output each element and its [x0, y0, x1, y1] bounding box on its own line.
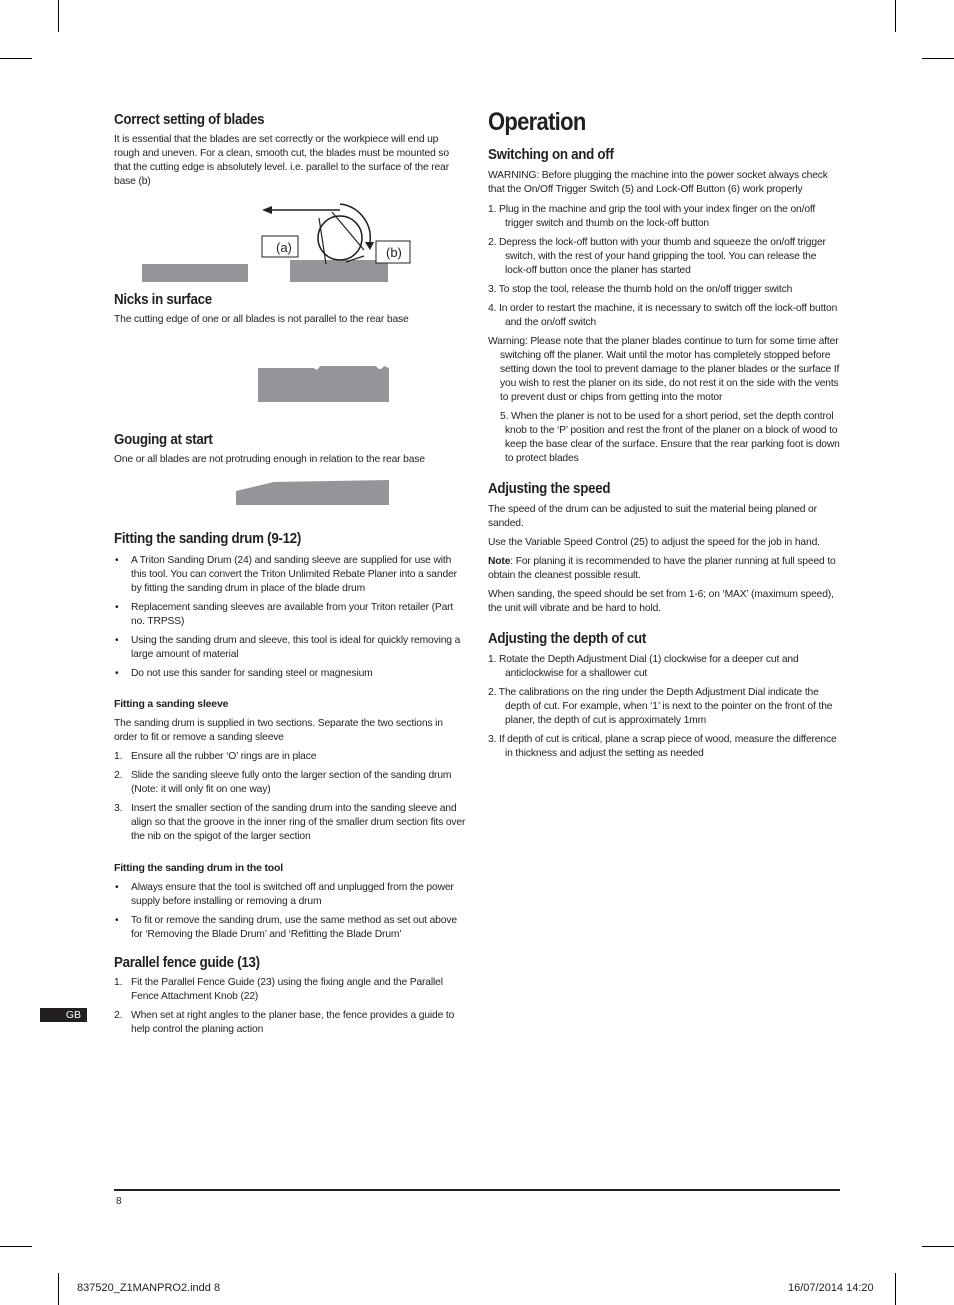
- list-item: • Using the sanding drum and sleeve, this tool is ideal for quickly removing a large amount of material: [114, 634, 466, 662]
- heading-correct-setting: Correct setting of blades: [114, 112, 265, 128]
- nicks-diagram: [114, 362, 466, 407]
- section-drum-in-tool: [114, 862, 466, 947]
- language-tab-label: GB: [65, 1009, 81, 1021]
- crop-mark: [922, 58, 954, 59]
- section-speed: [488, 481, 840, 616]
- heading-gouging: Gouging at start: [114, 432, 213, 448]
- speed-p1: The speed of the drum can be adjusted to suit the material being planed or sanded.: [488, 504, 817, 529]
- gouging-diagram: [114, 477, 466, 507]
- page-number: 8: [116, 1196, 122, 1207]
- sleeve-steps: [114, 750, 466, 844]
- section-sleeve: [114, 698, 466, 849]
- step-number: 1.: [114, 751, 123, 762]
- section-fence: [114, 955, 466, 1042]
- page-title: Operation: [488, 108, 586, 136]
- crop-mark: [58, 1273, 59, 1305]
- list-item: [114, 769, 466, 797]
- list-item: 2. Depress the lock-off button with your thumb and squeeze the on/off trigger switch, with the rest of your hand gripping the tool. You can release the lock-off button once the planer has started: [488, 237, 826, 276]
- list-item: • Do not use this sander for sanding steel or magnesium: [114, 667, 466, 681]
- nicks-text: The cutting edge of one or all blades is not parallel to the rear base: [114, 314, 409, 325]
- list-item: 1. Plug in the machine and grip the tool with your index finger on the on/off trigger switch and thumb on the lock-off button: [488, 204, 816, 229]
- heading-switching: Switching on and off: [488, 147, 614, 163]
- note-label: Note: [488, 556, 511, 567]
- slug-filename: 837520_Z1MANPRO2.indd 8: [77, 1282, 221, 1294]
- heading-sleeve: Fitting a sanding sleeve: [114, 698, 229, 710]
- list-item: 3. To stop the tool, release the thumb hold on the on/off trigger switch: [488, 284, 793, 295]
- heading-sanding-drum: Fitting the sanding drum (9-12): [114, 531, 302, 547]
- slug-date: 16/07/2014 14:20: [788, 1282, 874, 1294]
- label-b: (b): [386, 245, 402, 260]
- list-item: • Always ensure that the tool is switched off and unplugged from the power supply before installing or removing a drum: [114, 881, 466, 909]
- rear-base-block: [290, 260, 388, 282]
- blade-setting-diagram: [114, 198, 466, 288]
- crop-mark: [0, 1246, 32, 1247]
- list-item: 5. When the planer is not to be used for a short period, set the depth control knob to the ‘P’ position and rest the front of the planer on a block of wood to keep the base clear of the surface. Ensure that the rear parking foot is down to protect blades: [500, 411, 840, 464]
- list-item: • A Triton Sanding Drum (24) and sanding sleeve are supplied for use with this tool. You can convert the Triton Unlimited Rebate Planer into a sander by fitting the sanding drum in place of the blade drum: [114, 554, 466, 596]
- heading-depth: Adjusting the depth of cut: [488, 631, 647, 647]
- list-item: 4. In order to restart the machine, it is necessary to switch off the lock-off button and the on/off switch: [488, 303, 838, 328]
- correct-setting-text: It is essential that the blades are set correctly or the workpiece will end up rough and uneven. For a clean, smooth cut, the blades must be mounted so that the cutting edge is absolutely level. i.e. parallel to the surface of the rear base (b): [114, 134, 449, 187]
- step-text: Slide the sanding sleeve fully onto the larger section of the sanding drum (Note: it will only fit on one way): [131, 770, 452, 795]
- sanding-drum-list: [114, 554, 466, 681]
- section-depth: [488, 631, 840, 766]
- section-nicks: [114, 292, 466, 327]
- list-item: [114, 802, 466, 844]
- arrowhead: [365, 242, 374, 250]
- step-text: Insert the smaller section of the sanding drum into the sanding sleeve and align so that the groove in the inner ring of the smaller drum section fits over the nib on the spigot of the larger section: [131, 803, 466, 842]
- drum-in-tool-list: [114, 881, 466, 942]
- crop-mark: [0, 58, 32, 59]
- note-text: : For planing it is recommended to have the planer running at full speed to obtain the cleanest possible result.: [488, 556, 836, 581]
- speed-p4: When sanding, the speed should be set from 1-6; on ‘MAX’ (maximum speed), the unit will vibrate and be hard to hold.: [488, 589, 834, 614]
- nicked-surface: [258, 366, 389, 402]
- sleeve-intro: The sanding drum is supplied in two sections. Separate the two sections in order to fit or remove a sanding sleeve: [114, 718, 443, 743]
- section-correct-setting: [114, 112, 466, 189]
- step-text: When set at right angles to the planer base, the fence provides a guide to help control the planing action: [131, 1010, 455, 1035]
- step-number: 2.: [114, 770, 123, 781]
- step-number: 3.: [114, 803, 123, 814]
- list-item: • Replacement sanding sleeves are available from your Triton retailer (Part no. TRPSS): [114, 601, 466, 629]
- list-item: 1. Rotate the Depth Adjustment Dial (1) clockwise for a deeper cut and anticlockwise for a shallower cut: [488, 654, 799, 679]
- step-text: Fit the Parallel Fence Guide (23) using the fixing angle and the Parallel Fence Attachment Knob (22): [131, 977, 443, 1002]
- list-item: 3. If depth of cut is critical, plane a scrap piece of wood, measure the difference in thickness and adjust the setting as needed: [488, 734, 837, 759]
- label-a: (a): [276, 240, 292, 255]
- step-text: Ensure all the rubber ‘O’ rings are in place: [131, 751, 317, 762]
- right-column: [488, 108, 840, 759]
- section-gouging: [114, 432, 466, 467]
- heading-drum-in-tool: Fitting the sanding drum in the tool: [114, 862, 283, 874]
- step-number: 1.: [114, 977, 123, 988]
- list-item: • To fit or remove the sanding drum, use the same method as set out above for ‘Removing the Blade Drum’ and ‘Refitting the Blade Drum’: [114, 914, 466, 942]
- heading-nicks: Nicks in surface: [114, 292, 212, 308]
- list-item: [114, 750, 466, 764]
- switching-warning: WARNING: Before plugging the machine into the power socket always check that the On/Off Trigger Switch (5) and Lock-Off Button (6) work properly: [488, 170, 828, 195]
- section-sanding-drum: [114, 531, 466, 686]
- crop-mark: [895, 1273, 896, 1305]
- speed-p2: Use the Variable Speed Control (25) to adjust the speed for the job in hand.: [488, 537, 820, 548]
- front-base-block: [142, 264, 248, 282]
- heading-speed: Adjusting the speed: [488, 481, 611, 497]
- heading-fence: Parallel fence guide (13): [114, 955, 260, 971]
- section-switching: [488, 147, 840, 471]
- language-tab: [40, 1008, 87, 1022]
- crop-mark: [58, 0, 59, 32]
- speed-note: [488, 555, 840, 583]
- gouged-surface: [236, 480, 389, 505]
- arrowhead: [262, 206, 272, 214]
- footer-rule: [114, 1189, 840, 1191]
- list-item: 2. The calibrations on the ring under the Depth Adjustment Dial indicate the depth of cut. For example, when ‘1’ is next to the pointer on the front of the planer, the depth of cut is approximately 1mm: [488, 687, 833, 726]
- list-item: [114, 1009, 466, 1037]
- crop-mark: [895, 0, 896, 32]
- switching-warning-2: Warning: Please note that the planer blades continue to turn for some time after switching off the planer. Wait until the motor has completely stopped before setting down the tool to prevent damage to the planer blades or the surface If you wish to rest the planer on its side, do not rest it on the side with the vents to prevent dust or chips from getting into the motor: [488, 336, 840, 403]
- step-number: 2.: [114, 1010, 123, 1021]
- crop-mark: [922, 1246, 954, 1247]
- list-item: [114, 976, 466, 1004]
- gouging-text: One or all blades are not protruding enough in relation to the rear base: [114, 454, 425, 465]
- fence-steps: [114, 976, 466, 1037]
